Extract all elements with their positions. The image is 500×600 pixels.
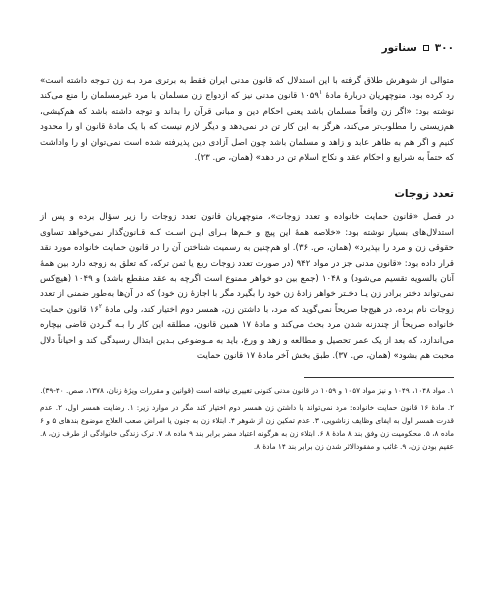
footnote-divider: [304, 377, 454, 378]
section-title: تعدد زوجات: [394, 188, 454, 201]
page-header: [40, 40, 454, 56]
paragraph-text: در فصل «قانون حمایت خانواده و تعدد زوجات»، منوچهریان قانون تعدد زوجات را زیر سؤال برده و پس از استدلال‌های بسیار نوشته بود: «خلاصه همهٔ این پیچ و خـم‌ها بـرای ایـن اسـت کـه قـانون‌گذار نمی‌خواهد تساوی حقوقی زن و مرد را بپذیرد» (همان، ص. ۳۶). او هم‌چنین به رسمیت شناختن آن را در قانون حمایت خانواده مورد نقد قرار داده بود: «قانون مدنی جز در مواد ۹۴۲ (در صورت تعدد زوجات ربع یا ثمن ترکه، که تعلق به زوجه دارد بین همهٔ آنان بالسویه تقسیم می‌شود) و ۱۰۴۸ (جمع بین دو خواهر ممنوع است اگرچه به عقد منقطع باشد) و ۱۰۴۹ (هیچ‌کس نمی‌تواند دختر برادر زن یـا دخـتر خواهر زادهٔ زن خود را بگیرد مگر با اجازهٔ زن خود) که در آن‌ها به‌طور ضمنی از تعدد زوجات نام برده، در هیچ‌جا صریحاً نمی‌گوید که مرد، با داشتن زن، همسر دوم اختیار کند، ولی مادهٔ ۱۶: [40, 212, 455, 315]
page-number: ۳۰۰: [434, 42, 454, 54]
footnote: ۱. مواد ۱۰۴۸، ۱۰۴۹ و نیز مواد ۱۰۵۷ و ۱۰۵۹ در قانون مدنی کنونی تغییری نیافته است (قوانین و مقررات ویژهٔ زنان، ۱۳۷۸، صص. ۴۰-۳۹).: [40, 385, 454, 395]
body-paragraph: [40, 74, 454, 166]
footnote-marker: ۲: [98, 303, 103, 311]
paragraph-text: قانون مدنی نیز که ازدواج زن مسلمان با مرد غیرمسلمان را منع می‌کند نوشته بود: «اگر زن واقعاً مسلمان باشد یعنی احکام دین و مبانی قرآن را بداند و توجه داشته باشد که هم‌کیشی، هم‌زیستی را مطلوب‌تر می‌کند، هرگز به این کار تن در نمی‌دهد و دیگر لازم نیست که با یک مادهٔ قانون او را محدود کنیم و اگر هم به ظاهر عابد و زاهد و مسلمان باشد چون اصل آزادی دین پذیرفته شده است نمی‌توان او را واداشت که حتماً به شرایع و احکام عقد و نکاح اسلام تن در دهد» (همان، ص. ۲۳).: [40, 91, 454, 164]
paragraph-text: قانون حمایت خانواده صریحاً از چندزنه شدن مرد بحث می‌کند و مادهٔ ۱۷ همین قانون، مطلقه این کار را بـه گـردن قاضی بیچاره می‌اندازد، که بعد از یک عمر تحصیل و مطالعه و زهد و ورع، باید به مـوضوعی بـدین ابتذال رسیدگی کند و احیاناً دلال محبت هم بشود» (همان، ص. ۳۷). طبق بخش آخر مادهٔ ۱۷ قانون حمایت: [40, 304, 455, 362]
footnote-marker: ۱: [318, 89, 323, 97]
body-paragraph: [40, 210, 454, 364]
running-title: سناتور: [381, 42, 417, 54]
footnote: ۲. مادهٔ ۱۶ قانون حمایت خانواده: مرد نمی‌تواند با داشتن زن همسر دوم اختیار کند مگر در موارد زیر: ۱. رضایت همسر اول، ۲. عدم قدرت همسر اول به ایفای وظایف زناشویی، ۳. عدم تمکین زن از شوهر ۴. ابتلاء زن به جنون یا امراض صعب العلاج موضوع بندهای ۵ و ۶ ماده ۸، ۵. محکومیت زن وفق بند ۸ مادهٔ ۸ ۶. ابتلاء زن به هرگونه اعتیاد مضر برابر بند ۹ ماده ۸، ۷. ترک زندگی خانوادگی از طرف زن، ۸. عقیم بودن زن، ۹. غائب و مفقودالاثر شدن زن برابر بند ۱۴ مادهٔ ۸.: [40, 402, 455, 452]
paragraph-text: متوالی از شوهرش طلاق گرفته با این استدلال که قانون مدنی ایران فقط به برتری مرد بـه زن تـوجه داشته است» رد کرده بود. منوچهریان دربارهٔ مادهٔ ۱۰۵۹: [40, 76, 454, 102]
square-bullet-icon: [423, 45, 429, 51]
